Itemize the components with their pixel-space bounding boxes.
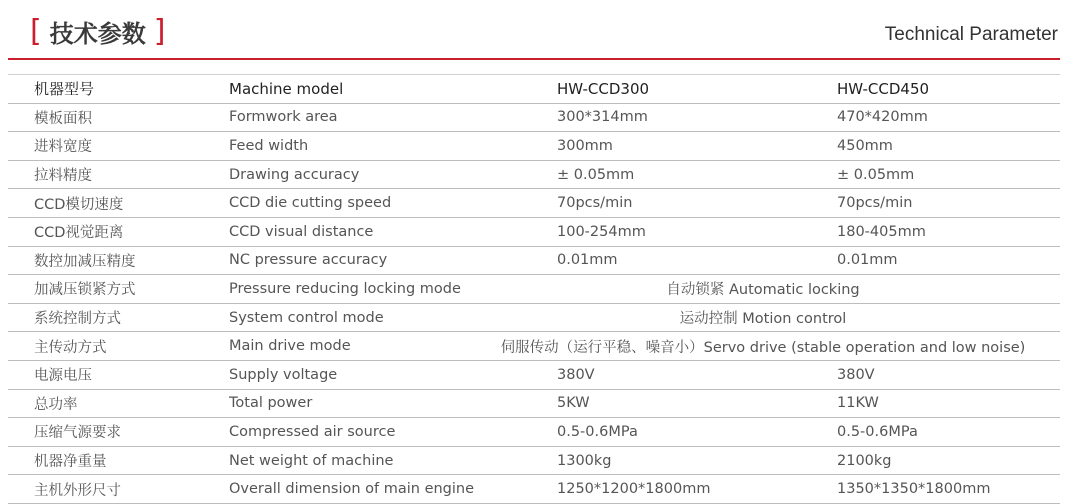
param-name-en: Total power [229, 395, 313, 412]
param-name-cn: 压缩气源要求 [34, 425, 121, 442]
param-value-shared: 运动控制 Motion control [679, 311, 847, 328]
table-row [8, 361, 1060, 390]
param-name-cn: 总功率 [34, 396, 78, 413]
param-value-model-2: 1350*1350*1800mm [837, 481, 991, 498]
table-row [8, 275, 1060, 304]
section-title [30, 14, 165, 49]
parameter-table [8, 74, 1060, 504]
param-name-cn: 拉料精度 [34, 168, 92, 185]
param-value-model-1: ± 0.05mm [557, 166, 635, 183]
param-name-en: Pressure reducing locking mode [229, 280, 461, 297]
param-name-cn: 数控加减压精度 [34, 253, 136, 270]
table-header-row [8, 74, 1060, 104]
param-name-cn: 主传动方式 [34, 339, 107, 356]
param-value-model-1: 1300kg [557, 452, 612, 469]
param-name-cn: 系统控制方式 [34, 311, 121, 328]
table-row [8, 475, 1060, 504]
param-name-en: Formwork area [229, 109, 338, 126]
param-name-en: Net weight of machine [229, 452, 394, 469]
param-name-cn: 加减压锁紧方式 [34, 282, 136, 299]
param-name-cn: CCD视觉距离 [34, 225, 124, 242]
param-name-cn: 电源电压 [34, 368, 92, 385]
param-value-model-2: 2100kg [837, 452, 892, 469]
section-title-english: Technical Parameter [884, 24, 1058, 45]
param-value-shared: 自动锁紧 Automatic locking [666, 282, 860, 299]
param-name-en: CCD visual distance [229, 223, 374, 240]
param-name-en: Drawing accuracy [229, 166, 360, 183]
table-row [8, 390, 1060, 419]
param-value-model-2: ± 0.05mm [837, 166, 915, 183]
left-bracket: [ [30, 13, 42, 49]
header-divider [8, 58, 1060, 60]
param-value-model-1: 300*314mm [557, 109, 648, 126]
param-value-model-1: 1250*1200*1800mm [557, 481, 711, 498]
param-name-en: Compressed air source [229, 423, 396, 440]
param-value-model-2: 11KW [837, 395, 879, 412]
table-row [8, 218, 1060, 247]
table-row [8, 161, 1060, 190]
param-name-cn: 主机外形尺寸 [34, 482, 121, 499]
param-name-en: Supply voltage [229, 366, 338, 383]
param-name-en: NC pressure accuracy [229, 252, 388, 269]
param-value-model-1: 0.5-0.6MPa [557, 423, 638, 440]
column-header-model-1: HW-CCD300 [557, 79, 650, 98]
page-header [0, 0, 1080, 60]
table-row [8, 104, 1060, 133]
param-value-model-2: 0.01mm [837, 252, 898, 269]
right-bracket: ] [153, 13, 166, 49]
param-name-en: Overall dimension of main engine [229, 481, 475, 498]
table-row [8, 304, 1060, 333]
param-value-model-2: 180-405mm [837, 223, 926, 240]
param-value-model-2: 70pcs/min [837, 195, 913, 212]
table-row [8, 247, 1060, 276]
param-name-cn: 模板面积 [34, 110, 92, 127]
param-value-model-2: 0.5-0.6MPa [837, 423, 918, 440]
param-value-shared: 伺服传动（运行平稳、噪音小）Servo drive (stable operation and low noise) [500, 339, 1026, 356]
param-name-en: Main drive mode [229, 338, 351, 355]
param-name-en: Feed width [229, 137, 309, 154]
param-value-model-2: 470*420mm [837, 109, 928, 126]
table-row [8, 132, 1060, 161]
table-row [8, 418, 1060, 447]
param-value-model-1: 5KW [557, 395, 590, 412]
param-value-model-1: 0.01mm [557, 252, 618, 269]
table-row [8, 447, 1060, 476]
param-value-model-1: 300mm [557, 137, 613, 154]
param-value-model-2: 450mm [837, 137, 893, 154]
param-name-cn: 机器净重量 [34, 454, 107, 471]
param-name-en: System control mode [229, 309, 384, 326]
param-value-model-1: 70pcs/min [557, 195, 633, 212]
section-title-text: 技术参数 [49, 20, 146, 48]
param-value-model-2: 380V [837, 366, 875, 383]
column-header-en: Machine model [229, 79, 344, 98]
column-header-model-2: HW-CCD450 [837, 79, 930, 98]
table-row [8, 189, 1060, 218]
column-header-cn: 机器型号 [34, 80, 95, 99]
param-name-cn: CCD模切速度 [34, 196, 124, 213]
table-row [8, 332, 1060, 361]
param-name-cn: 进料宽度 [34, 139, 92, 156]
param-name-en: CCD die cutting speed [229, 195, 392, 212]
param-value-model-1: 100-254mm [557, 223, 646, 240]
param-value-model-1: 380V [557, 366, 595, 383]
